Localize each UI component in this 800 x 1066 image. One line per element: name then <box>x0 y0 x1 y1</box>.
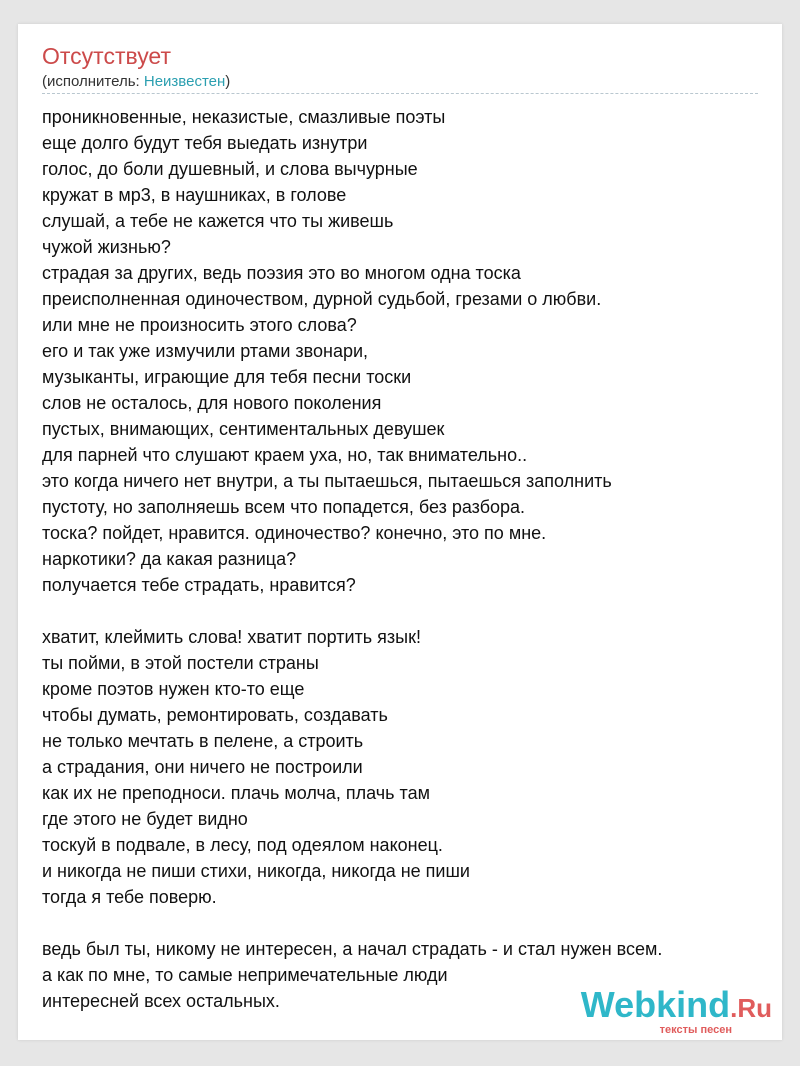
lyrics-page <box>18 24 782 1040</box>
lyric-line: а как по мне, то самые непримечательные люди <box>42 965 448 985</box>
lyric-line: не только мечтать в пелене, а строить <box>42 731 364 751</box>
lyric-line: ведь был ты, никому не интересен, а начал страдать - и стал нужен всем. <box>42 939 663 959</box>
lyric-line: хватит, клеймить слова! хватит портить язык! <box>42 627 421 647</box>
lyric-line: пустых, внимающих, сентиментальных девушек <box>42 419 445 439</box>
lyric-line: еще долго будут тебя выедать изнутри <box>42 133 368 153</box>
lyric-line: страдая за других, ведь поэзия это во многом одна тоска <box>42 263 521 283</box>
logo-name: Webkind <box>580 984 731 1025</box>
lyric-line: где этого не будет видно <box>42 809 248 829</box>
lyric-line: чтобы думать, ремонтировать, создавать <box>42 705 388 725</box>
lyric-line: интересней всех остальных. <box>42 991 280 1011</box>
lyric-line: и никогда не пиши стихи, никогда, никогда не пиши <box>42 861 470 881</box>
lyric-line: его и так уже измучили ртами звонари, <box>42 341 369 361</box>
divider <box>42 93 758 94</box>
logo-tagline: тексты песен <box>659 1024 732 1036</box>
lyric-line: получается тебе страдать, нравится? <box>42 575 356 595</box>
lyric-line: слушай, а тебе не кажется что ты живешь <box>42 211 394 231</box>
lyric-line: музыканты, играющие для тебя песни тоски <box>42 367 412 387</box>
lyric-line: ты пойми, в этой постели страны <box>42 653 319 673</box>
artist-link[interactable]: Неизвестен <box>143 73 226 90</box>
lyric-line: пустоту, но заполняешь всем что попадется, без разбора. <box>42 497 526 517</box>
lyrics-text <box>42 104 662 1014</box>
lyric-line: слов не осталось, для нового поколения <box>42 393 382 413</box>
lyric-line: это когда ничего нет внутри, а ты пытаешься, пытаешься заполнить <box>42 471 612 491</box>
artist-suffix: ) <box>225 73 231 90</box>
lyric-line: для парней что слушают краем уха, но, так внимательно.. <box>42 445 528 465</box>
lyric-line: тоскуй в подвале, в лесу, под одеялом наконец. <box>42 835 443 855</box>
lyric-line: преисполненная одиночеством, дурной судьбой, грезами о любви. <box>42 289 602 309</box>
logo-tld: .Ru <box>730 993 772 1023</box>
lyric-line: как их не преподноси. плачь молча, плачь там <box>42 783 430 803</box>
lyric-line: наркотики? да какая разница? <box>42 549 297 569</box>
lyric-line: голос, до боли душевный, и слова вычурные <box>42 159 418 179</box>
song-title: Отсутствует <box>42 43 171 69</box>
lyric-line: проникновенные, неказистые, смазливые поэты <box>42 107 446 127</box>
lyric-line: или мне не произносить этого слова? <box>42 315 357 335</box>
lyric-line: чужой жизнью? <box>42 237 171 257</box>
artist-line <box>42 72 230 92</box>
stanza-break <box>42 598 662 624</box>
stanza-break <box>42 910 662 936</box>
lyric-line: тоска? пойдет, нравится. одиночество? конечно, это по мне. <box>42 523 547 543</box>
artist-prefix: (исполнитель: <box>42 73 144 90</box>
site-logo[interactable] <box>581 986 772 1036</box>
lyric-line: тогда я тебе поверю. <box>42 887 217 907</box>
lyric-line: а страдания, они ничего не построили <box>42 757 363 777</box>
lyric-line: кружат в мр3, в наушниках, в голове <box>42 185 347 205</box>
lyric-line: кроме поэтов нужен кто-то еще <box>42 679 305 699</box>
